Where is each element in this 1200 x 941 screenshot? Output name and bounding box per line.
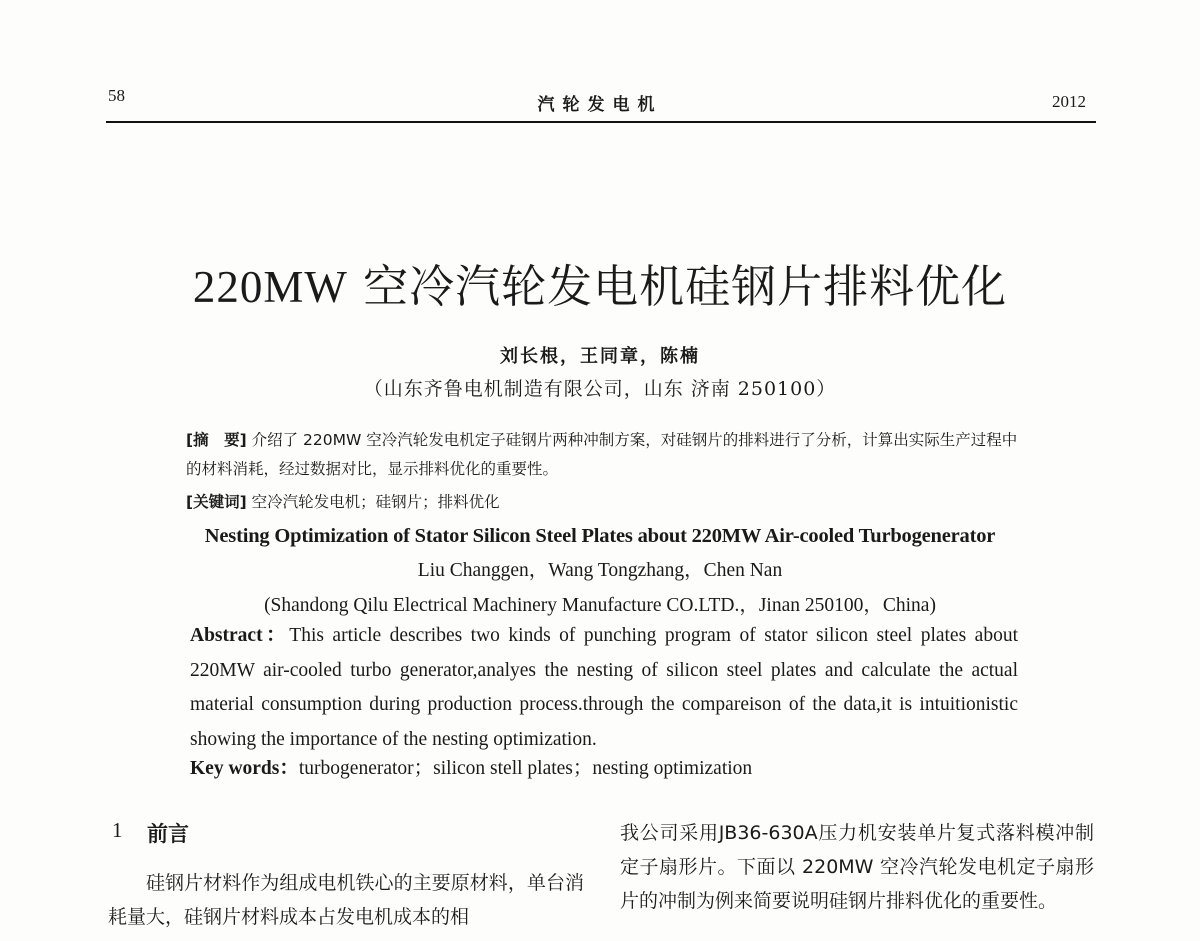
abstract-cn-text: 介绍了 220MW 空冷汽轮发电机定子硅钢片两种冲制方案，对硅钢片的排料进行了分析，计算出实际生产过程中的材料消耗，经过数据对比，显示排料优化的重要性。 — [186, 431, 1018, 478]
body-text-right-column: 我公司采用JB36-630A压力机安装单片复式落料模冲制定子扇形片。下面以 220MW 空冷汽轮发电机定子扇形片的冲制为例来简要说明硅钢片排料优化的重要性。 — [620, 822, 1094, 912]
journal-name: 汽轮发电机 — [537, 95, 663, 115]
section-title: 前言 — [147, 822, 189, 846]
affiliation-cn: （山东齐鲁电机制造有限公司，山东 济南 250100） — [363, 378, 837, 400]
keywords-en — [190, 752, 752, 780]
abstract-en-label: Abstract： — [190, 625, 290, 646]
abstract-en — [190, 619, 1018, 757]
header-rule — [106, 121, 1096, 123]
affiliation-en: (Shandong Qilu Electrical Machinery Manufacture CO.LTD.，Jinan 250100，China) — [264, 595, 936, 616]
page-number: 58 — [108, 86, 125, 105]
paper-title — [0, 250, 1200, 315]
keywords-en-text: turbogenerator；silicon stell plates；nesting optimization — [298, 758, 753, 779]
keywords-cn — [186, 490, 500, 512]
paper-title-rest: 空冷汽轮发电机硅钢片排料优化 — [347, 260, 1008, 313]
keywords-en-label: Key words： — [190, 758, 299, 779]
abstract-en-text: This article describes two kinds of punching program of stator silicon steel plates about 220MW air-cooled turbo generator,analyes the nesting of silicon steel plates and calculate the actual material consumption during production process.through the compareison of the data,it is intuitionistic showing the importance of the nesting optimization. — [190, 625, 1018, 750]
keywords-cn-text: 空冷汽轮发电机；硅钢片；排料优化 — [246, 493, 500, 511]
authors-cn: 刘长根，王同章，陈楠 — [500, 346, 700, 367]
keywords-cn-label: [关键词] — [186, 493, 247, 511]
paper-title-prefix: 220MW — [192, 262, 348, 312]
paper-title-en: Nesting Optimization of Stator Silicon Steel Plates about 220MW Air-cooled Turbogenerator — [204, 525, 996, 547]
authors-en: Liu Changgen，Wang Tongzhang，Chen Nan — [417, 560, 783, 581]
publication-year: 2012 — [1052, 92, 1086, 111]
abstract-cn — [186, 426, 1026, 484]
body-text-left-column: 硅钢片材料作为组成电机铁心的主要原材料，单台消耗量大，硅钢片材料成本占发电机成本的相 — [108, 872, 584, 928]
abstract-cn-label: [摘 要] — [186, 431, 247, 449]
section-number: 1 — [112, 818, 123, 842]
